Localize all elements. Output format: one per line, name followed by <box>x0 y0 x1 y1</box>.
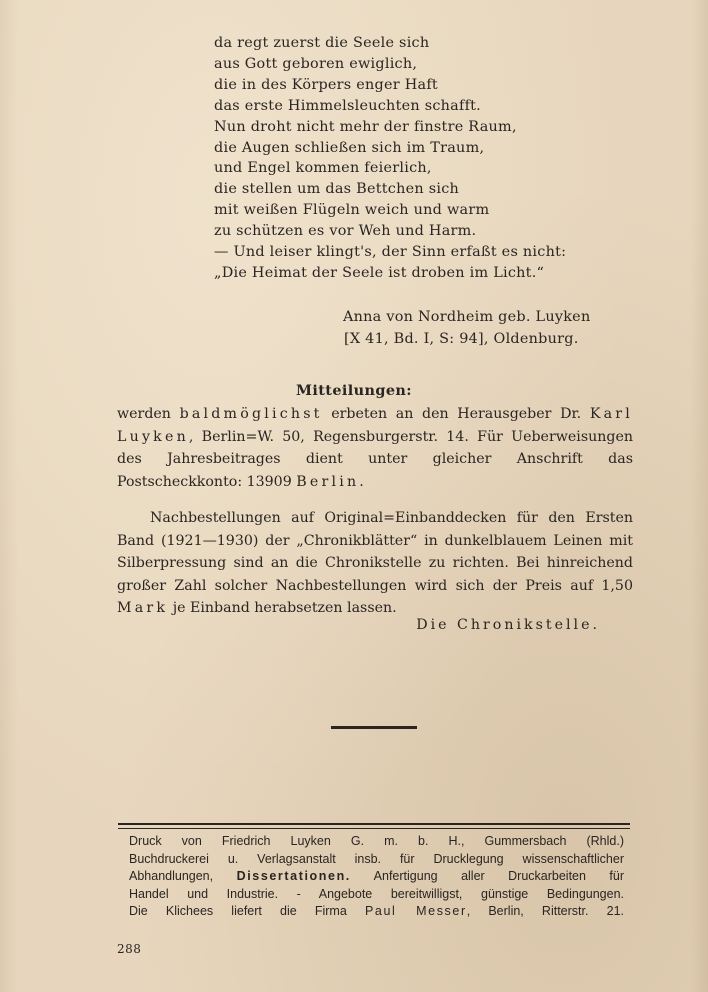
poem-line: zu schützen es vor Weh und Harm. <box>214 223 477 240</box>
text-run: , Berlin=W. 50, Regensburgerstr. 14. Für Ueberweisungen des Jahresbeitrages dient unter gleicher Anschrift das Postscheckkonto: 13909 <box>117 428 633 490</box>
imprint-line: Handel und Industrie. - Angebote bereitwilligst, günstige Bedingungen. <box>129 886 624 901</box>
text-run: Abhandlungen, <box>129 869 214 884</box>
imprint-rule <box>118 823 630 825</box>
printer-imprint <box>129 833 624 921</box>
text-run: Die Klichees liefert die Firma <box>129 904 347 919</box>
poem-line: die Augen schließen sich im Traum, <box>214 139 485 156</box>
poem-line: die in des Körpers enger Haft <box>214 76 438 93</box>
text-run: Anfertigung aller Druckarbeiten für <box>373 869 624 884</box>
text-run: je Einband herabsetzen lassen. <box>172 600 397 617</box>
poem-line: „Die Heimat der Seele ist droben im Licht.“ <box>214 264 545 281</box>
text-run: erbeten an den Herausgeber Dr. <box>331 406 582 422</box>
author-name: Anna von Nordheim geb. Luyken <box>343 309 591 325</box>
notice-paragraph-contributions <box>117 403 633 493</box>
poem-line: die stellen um das Bettchen sich <box>214 181 460 198</box>
spaced-text: baldmöglichst <box>179 406 323 422</box>
page-number: 288 <box>117 942 142 956</box>
text-run: , Berlin, Ritterstr. 21. <box>466 904 624 919</box>
poem-line: — Und leiser klingt's, der Sinn erfaßt es nicht: <box>214 244 567 261</box>
imprint-line <box>129 903 624 921</box>
poem <box>214 33 634 284</box>
text-run: Nachbestellungen auf Original=Einbanddecken für den Ersten Band (1921—1930) der „Chronikblätter“ in dunkelblauem Leinen mit Silberpressung sind an die Chronikstelle zu richten. Bei hinreichend großer Zahl solcher Nachbestellungen wird sich der Preis auf 1,50 <box>117 510 633 594</box>
poem-line: da regt zuerst die Seele sich <box>214 35 430 51</box>
text-run: . <box>359 473 364 490</box>
notice-heading: Mitteilungen: <box>296 382 412 399</box>
imprint-rule <box>118 828 630 829</box>
poem-line: aus Gott geboren ewiglich, <box>214 55 418 72</box>
poem-line: das erste Himmelsleuchten schafft. <box>214 97 482 114</box>
source-reference: [X 41, Bd. I, S: 94], Oldenburg. <box>344 331 579 347</box>
text-run: werden <box>117 406 171 422</box>
poem-signature <box>343 306 643 350</box>
bold-text: Dissertationen. <box>236 869 351 884</box>
spaced-text: Berlin <box>296 473 360 490</box>
poem-line: mit weißen Flügeln weich und warm <box>214 202 490 219</box>
notice-paragraph-reorders <box>117 507 633 620</box>
firm-name: Paul Messer <box>364 904 467 919</box>
imprint-line: Buchdruckerei u. Verlagsanstalt insb. für Drucklegung wissenschaftlicher <box>129 851 624 866</box>
section-divider <box>331 726 417 729</box>
spaced-text: Mark <box>117 600 169 617</box>
poem-line: und Engel kommen feierlich, <box>214 160 432 177</box>
editor-name: Karl Luyken <box>117 406 634 445</box>
notice-closing-signature: Die Chronikstelle. <box>416 617 600 633</box>
imprint-line: Druck von Friedrich Luyken G. m. b. H., Gummersbach (Rhld.) <box>129 834 624 848</box>
imprint-line <box>129 868 624 886</box>
poem-line: Nun droht nicht mehr der finstre Raum, <box>214 118 517 135</box>
